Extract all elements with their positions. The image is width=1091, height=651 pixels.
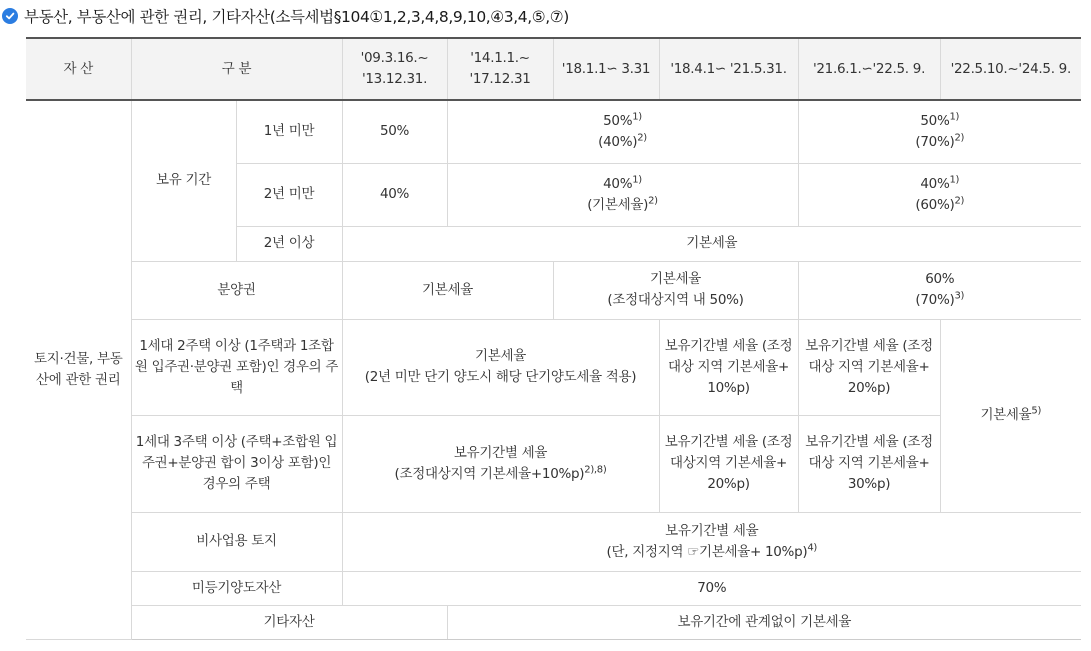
header-period-6: '22.5.10.~'24.5. 9. xyxy=(940,38,1081,100)
row-label-non-business-land: 비사업용 토지 xyxy=(131,512,342,571)
cell-under-2y-p5-6: 40%$^{1)}$ $(60\%)^{2)}$ xyxy=(798,163,1081,226)
header-period-2: '14.1.1.~ '17.12.31 xyxy=(447,38,553,100)
row-label-over-2y: 2년 이상 xyxy=(236,226,342,261)
row-label-house2: 1세대 2주택 이상 (1주택과 1조합원 입주권·분양권 포함)인 경우의 주택 xyxy=(131,319,342,415)
header-asset: 자 산 xyxy=(26,38,131,100)
table-row xyxy=(26,605,1081,639)
asset-group-label: 토지·건물, 부동산에 관한 권리 xyxy=(26,100,131,639)
cell-under-1y-p2-4: 50%$^{1)}$ $(40\%)^{2)}$ xyxy=(447,100,798,163)
row-label-house3: 1세대 3주택 이상 (주택+조합원 입주권+분양권 합이 3이상 포함)인 경우의 주택 xyxy=(131,415,342,512)
table-row xyxy=(26,319,1081,415)
cell-non-business-land: 보유기간별 세율 (단, 지정지역 ☞기본세율+ 10%p)$^{4)}$ xyxy=(342,512,1081,571)
row-label-presale: 분양권 xyxy=(131,261,342,319)
header-period-5: '21.6.1.∽'22.5. 9. xyxy=(798,38,940,100)
cell-under-1y-p5-6: 50%$^{1)}$ $(70\%)^{2)}$ xyxy=(798,100,1081,163)
header-period-3: '18.1.1∽ 3.31 xyxy=(553,38,659,100)
cell-house2-p4: 보유기간별 세율 (조정대상 지역 기본세율+ 10%p) xyxy=(659,319,798,415)
row-label-unregistered: 미등기양도자산 xyxy=(131,571,342,605)
cell-house3-p1-3: 보유기간별 세율 (조정대상지역 기본세율+10%p)$^{2),8)}$ xyxy=(342,415,659,512)
header-category: 구 분 xyxy=(131,38,342,100)
check-circle-icon xyxy=(2,8,18,24)
cell-unregistered-all: 70% xyxy=(342,571,1081,605)
cell-other-all: 보유기간에 관계없이 기본세율 xyxy=(447,605,1081,639)
cell-presale-p3-4: 기본세율 (조정대상지역 내 50%) xyxy=(553,261,798,319)
cell-house2-p1-3: 기본세율 (2년 미만 단기 양도시 해당 단기양도세율 적용) xyxy=(342,319,659,415)
cell-house-p6: 기본세율$^{5)}$ xyxy=(940,319,1081,512)
section-heading xyxy=(2,6,569,26)
cell-presale-p5-6: 60% $(70\%)^{3)}$ xyxy=(798,261,1081,319)
table-row xyxy=(26,512,1081,571)
holding-period-label: 보유 기간 xyxy=(131,100,236,261)
cell-under-2y-p1: 40% xyxy=(342,163,447,226)
cell-under-1y-p1: 50% xyxy=(342,100,447,163)
cell-house3-p5: 보유기간별 세율 (조정대상 지역 기본세율+ 30%p) xyxy=(798,415,940,512)
cell-house3-p4: 보유기간별 세율 (조정 대상지역 기본세율+ 20%p) xyxy=(659,415,798,512)
table-row xyxy=(26,571,1081,605)
row-label-under-2y: 2년 미만 xyxy=(236,163,342,226)
header-period-4: '18.4.1∽ '21.5.31. xyxy=(659,38,798,100)
cell-house2-p5: 보유기간별 세율 (조정대상 지역 기본세율+ 20%p) xyxy=(798,319,940,415)
header-period-1: '09.3.16.~ '13.12.31. xyxy=(342,38,447,100)
row-label-other: 기타자산 xyxy=(131,605,447,639)
table-row xyxy=(26,261,1081,319)
cell-presale-p1-2: 기본세율 xyxy=(342,261,553,319)
cell-over-2y-all: 기본세율 xyxy=(342,226,1081,261)
row-label-under-1y: 1년 미만 xyxy=(236,100,342,163)
table-row xyxy=(26,100,1081,163)
tax-rate-table xyxy=(26,37,1081,640)
table-row xyxy=(26,415,1081,512)
cell-under-2y-p2-4: 40%$^{1)}$ (기본세율)$^{2)}$ xyxy=(447,163,798,226)
heading-text: 부동산, 부동산에 관한 권리, 기타자산(소득세법§104①1,2,3,4,8,9,10,④3,4,⑤,⑦) xyxy=(24,8,569,26)
